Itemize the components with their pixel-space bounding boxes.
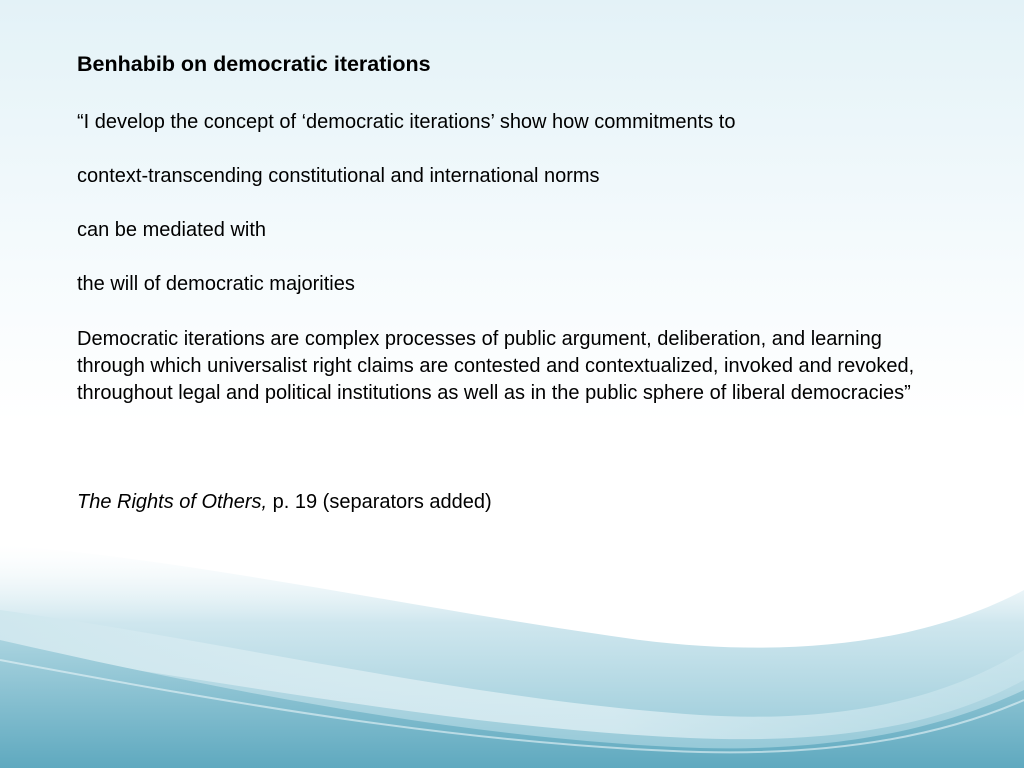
- citation-book-title: The Rights of Others,: [77, 491, 268, 513]
- citation: [77, 489, 492, 516]
- quote-line-4: the will of democratic majorities: [77, 273, 355, 295]
- quote-line-1: “I develop the concept of ‘democratic iterations’ show how commitments to: [77, 111, 736, 133]
- quote-line-3: can be mediated with: [77, 219, 267, 241]
- slide-content: [77, 48, 957, 513]
- quote-line-2: context-transcending constitutional and international norms: [77, 165, 600, 187]
- quote-paragraph: Democratic iterations are complex processes of public argument, deliberation, and learning through which universalist right claims are contested and contextualized, invoked and revoked, throughout legal and political institutions as well as in the public sphere of liberal democracies”: [77, 328, 915, 404]
- slide-title: Benhabib on democratic iterations: [77, 52, 431, 76]
- citation-rest: p. 19 (separators added): [267, 491, 492, 513]
